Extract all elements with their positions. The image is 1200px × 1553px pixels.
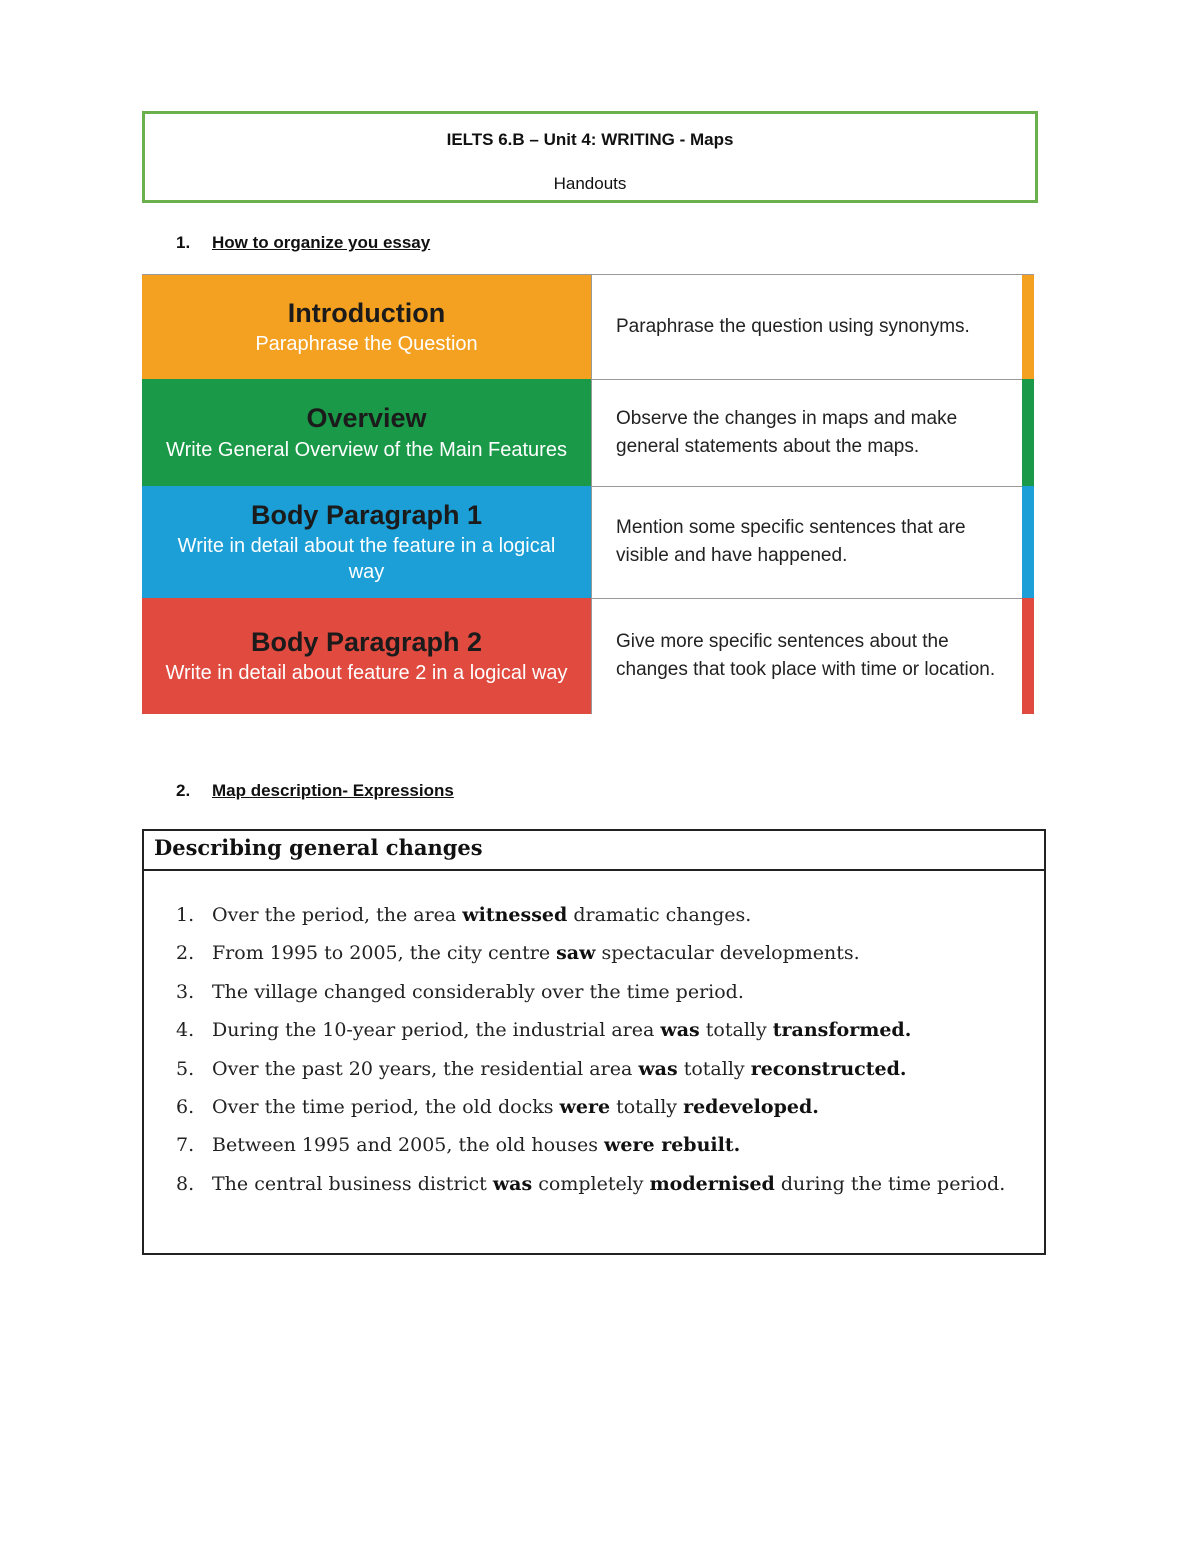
expression-text: during the time period.: [774, 1172, 1006, 1195]
expressions-box: [142, 829, 1046, 1255]
expression-number: 8.: [176, 1172, 195, 1195]
expression-text: Over the past 20 years, the residential area: [212, 1057, 639, 1080]
expression-item: [176, 1058, 907, 1080]
expression-number: 6.: [176, 1096, 195, 1118]
expression-keyword: were rebuilt.: [604, 1134, 741, 1157]
header-box: [142, 111, 1038, 203]
essay-structure-row: [142, 379, 1034, 486]
expression-text: The central business district: [212, 1172, 493, 1195]
expression-number: 3.: [176, 980, 195, 1003]
expression-keyword: saw: [556, 942, 596, 965]
expression-keyword: modernised: [649, 1172, 775, 1195]
expression-keyword: redeveloped.: [683, 1096, 819, 1118]
expression-item: [176, 1173, 1005, 1195]
row-color-stripe: [1022, 598, 1034, 714]
row-description: Give more specific sentences about the changes that took place with time or location.: [591, 598, 1022, 714]
row-divider: [591, 379, 1022, 380]
expression-text: Over the time period, the old docks: [212, 1096, 560, 1118]
expression-item: [176, 942, 860, 964]
expression-keyword: was: [638, 1057, 678, 1080]
expression-text: totally: [699, 1019, 773, 1042]
expression-keyword: was: [492, 1172, 533, 1195]
row-label-cell: [142, 598, 591, 714]
essay-structure-row: [142, 275, 1034, 379]
expression-item: [176, 904, 751, 926]
expression-text: dramatic changes.: [567, 904, 752, 926]
section-heading-organize: [176, 233, 430, 253]
row-subheading: Write General Overview of the Main Features: [166, 438, 567, 461]
expression-text: Between 1995 and 2005, the old houses: [212, 1134, 605, 1157]
row-subheading: Write in detail about the feature in a logical way: [177, 535, 556, 584]
expression-number: 2.: [176, 942, 195, 965]
expression-text: Over the period, the area: [212, 904, 463, 926]
expression-item: [176, 1019, 911, 1041]
row-color-stripe: [1022, 379, 1034, 486]
row-label-cell: [142, 486, 591, 598]
row-color-stripe: [1022, 275, 1034, 379]
expression-item: [176, 981, 744, 1003]
section-number: 2.: [176, 781, 191, 800]
row-subheading: Write in detail about feature 2 in a logical way: [165, 662, 568, 685]
expression-keyword: transformed.: [772, 1019, 912, 1042]
essay-structure-row: [142, 486, 1034, 598]
expression-keyword: were: [559, 1096, 611, 1118]
row-heading: Introduction: [287, 297, 446, 328]
expression-keyword: was: [660, 1019, 700, 1042]
expression-item: [176, 1096, 819, 1118]
expression-number: 1.: [176, 904, 195, 926]
expression-number: 5.: [176, 1057, 195, 1080]
expression-text: The village changed considerably over the time period.: [212, 980, 744, 1003]
expression-keyword: witnessed: [462, 904, 568, 926]
expression-item: [176, 1134, 740, 1156]
row-description: Paraphrase the question using synonyms.: [591, 275, 1022, 379]
section-heading-expressions: [176, 781, 454, 801]
essay-structure-row: [142, 598, 1034, 714]
row-heading: Body Paragraph 1: [250, 499, 483, 530]
expression-text: From 1995 to 2005, the city centre: [212, 942, 557, 965]
row-heading: Body Paragraph 2: [250, 626, 483, 657]
document-title: IELTS 6.B – Unit 4: WRITING - Maps: [446, 130, 734, 149]
section-title: How to organize you essay: [212, 233, 431, 252]
section-number: 1.: [176, 233, 191, 252]
row-heading: Overview: [306, 403, 427, 434]
row-label-cell: [142, 379, 591, 486]
expression-number: 7.: [176, 1134, 195, 1157]
row-divider: [591, 486, 1022, 487]
expression-text: During the 10-year period, the industrial area: [212, 1019, 661, 1042]
document-subtitle: Handouts: [553, 174, 627, 193]
section-title: Map description- Expressions: [212, 781, 454, 800]
expression-text: totally: [610, 1096, 684, 1118]
essay-structure-table: [142, 274, 1034, 714]
row-divider: [591, 598, 1022, 599]
row-color-stripe: [1022, 486, 1034, 598]
expression-number: 4.: [176, 1019, 195, 1042]
expressions-title: Describing general changes: [144, 831, 1044, 871]
row-label-cell: [142, 275, 591, 379]
row-subheading: Paraphrase the Question: [255, 333, 478, 356]
expression-text: totally: [677, 1057, 751, 1080]
row-description: Observe the changes in maps and make general statements about the maps.: [591, 379, 1022, 486]
expression-text: spectacular developments.: [595, 942, 860, 965]
expression-text: completely: [532, 1172, 650, 1195]
expression-keyword: reconstructed.: [750, 1057, 907, 1080]
row-description: Mention some specific sentences that are visible and have happened.: [591, 486, 1022, 598]
